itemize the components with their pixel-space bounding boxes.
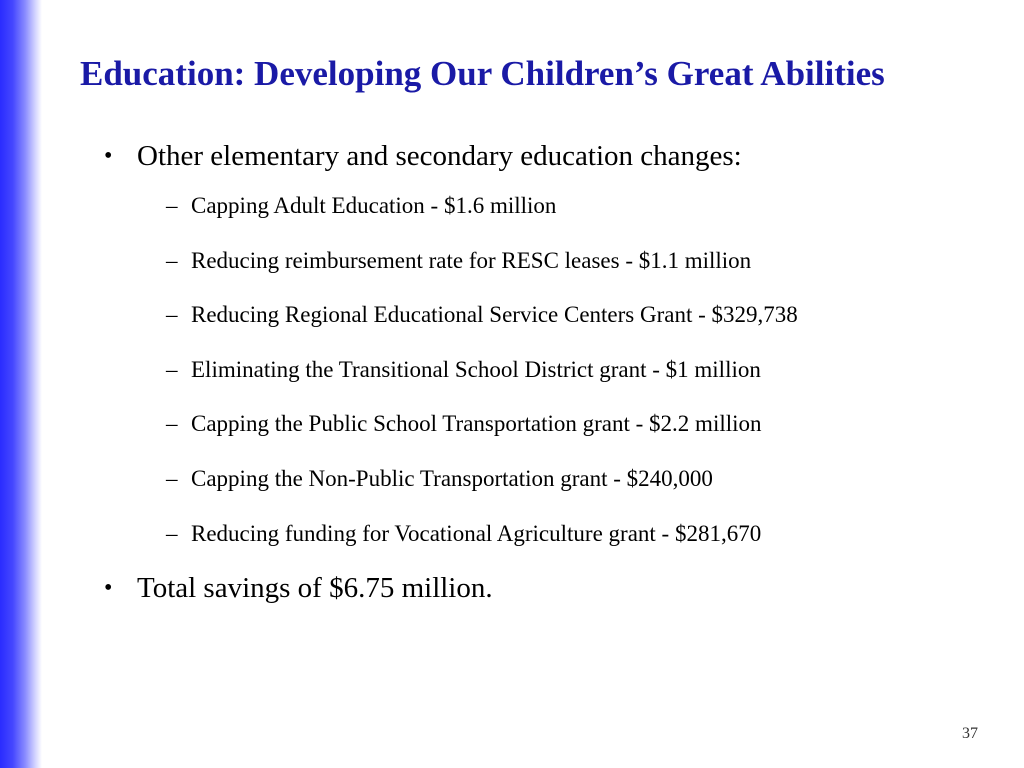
slide-content xyxy=(104,136,1004,608)
dash-icon: – xyxy=(166,356,178,382)
sub-bullet-text: Reducing reimbursement rate for RESC leases - $1.1 million xyxy=(191,247,752,273)
dash-icon: – xyxy=(166,247,178,273)
bullet-icon: • xyxy=(104,143,113,169)
bullet-item-2 xyxy=(104,568,1004,608)
page-number: 37 xyxy=(962,725,978,742)
sub-bullet-text: Reducing funding for Vocational Agriculture grant - $281,670 xyxy=(191,520,762,546)
dash-icon: – xyxy=(166,465,178,491)
dash-icon: – xyxy=(166,302,178,328)
sub-bullet-item xyxy=(166,408,1004,440)
sub-bullet-text: Capping the Public School Transportation grant - $2.2 million xyxy=(191,411,762,437)
sub-bullet-list xyxy=(166,190,1004,550)
sub-bullet-item xyxy=(166,354,1004,386)
sub-bullet-item xyxy=(166,190,1004,222)
sub-bullet-item xyxy=(166,245,1004,277)
sub-bullet-item xyxy=(166,299,1004,331)
dash-icon: – xyxy=(166,411,178,437)
sub-bullet-text: Capping the Non-Public Transportation grant - $240,000 xyxy=(191,465,713,491)
bullet-icon: • xyxy=(104,575,113,602)
sub-bullet-text: Capping Adult Education - $1.6 million xyxy=(191,193,557,218)
bullet-text: Other elementary and secondary education changes: xyxy=(137,140,742,172)
sub-bullet-item xyxy=(166,518,1004,550)
sub-bullet-text: Reducing Regional Educational Service Centers Grant - $329,738 xyxy=(191,302,798,328)
sub-bullet-item xyxy=(166,463,1004,495)
dash-icon: – xyxy=(166,193,178,218)
bullet-text: Total savings of $6.75 million. xyxy=(137,572,493,605)
sub-bullet-text: Eliminating the Transitional School District grant - $1 million xyxy=(191,356,761,382)
dash-icon: – xyxy=(166,520,178,546)
decorative-side-bar xyxy=(0,0,42,768)
bullet-item-1 xyxy=(104,136,1004,176)
slide-title: Education: Developing Our Children’s Great Abilities xyxy=(80,54,885,93)
